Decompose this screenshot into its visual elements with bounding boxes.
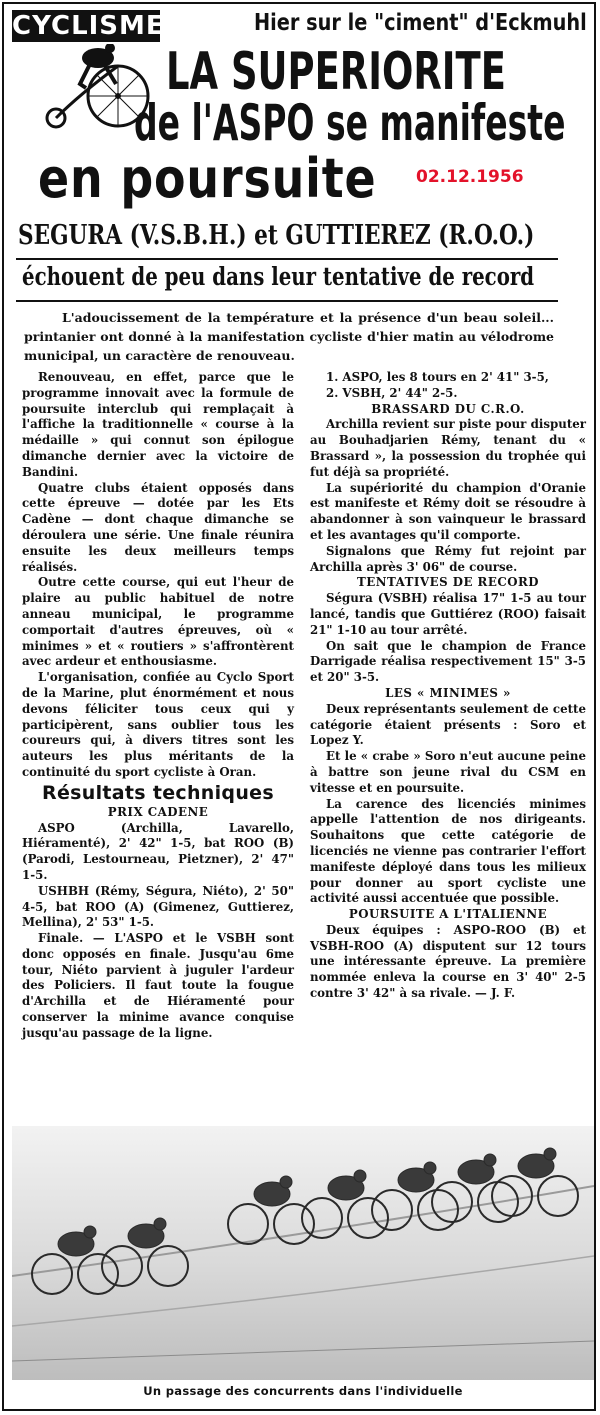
result-line: ASPO (Archilla, Lavarello, Hiéramenté), 2' 42" 1-5, bat ROO (B) (Parodi, Lestourneau, Pietzner), 2' 47" 1-5.: [22, 820, 294, 882]
paragraph: Quatre clubs étaient opposés dans cette épreuve — dotée par les Ets Cadène — dont chaque dimanche se déroulera une série. Une finale réunira ensuite les deux meilleurs temps réalisés.: [22, 480, 294, 574]
result-line: 1. ASPO, les 8 tours en 2' 41" 3-5,: [326, 370, 549, 384]
cyclists-photo-illustration: [12, 1126, 594, 1380]
paragraph: La supériorité du champion d'Oranie est manifeste et Rémy doit se résoudre à abandonner à son vainqueur le brassard et les avantages qu'il comporte.: [310, 480, 586, 542]
minimes-heading: LES « MINIMES »: [385, 685, 511, 700]
race-photo: [12, 1126, 594, 1402]
result-line: 2. VSBH, 2' 44" 2-5.: [326, 385, 458, 400]
prix-cadene-heading: PRIX CADENE: [107, 804, 209, 819]
subheadline-2: échouent de peu dans leur tentative de record: [22, 262, 535, 291]
results-heading: Résultats techniques: [42, 781, 274, 804]
photo-caption: Un passage des concurrents dans l'individuelle: [12, 1380, 594, 1402]
brassard-heading: BRASSARD DU C.R.O.: [371, 401, 525, 416]
section-logo: CYCLISME: [12, 11, 165, 41]
paragraph: Et le « crabe » Soro n'eut aucune peine à battre son jeune rival du CSM en vitesse et en poursuite.: [310, 749, 586, 795]
paragraph: Archilla revient sur piste pour disputer au Bouhadjarien Rémy, tenant du « Brassard », la possession du trophée qui fut déjà sa propriété.: [310, 417, 586, 479]
divider-rule-top: [16, 258, 558, 260]
paragraph: Deux équipes : ASPO-ROO (B) et VSBH-ROO (A) disputent sur 12 tours une intéressante épreuve. La première nommée enleva la course en 3' 40" 2-5 contre 3' 42" à sa rivale. — J. F.: [310, 922, 586, 1001]
lead-paragraph: L'adoucissement de la température et la présence d'un beau soleil... printanier ont donné à la manifestation cycliste d'hier matin au vélodrome municipal, un caractère de renouveau.: [24, 310, 554, 363]
date-stamp: 02.12.1956: [416, 167, 524, 187]
paragraph: La carence des licenciés minimes appelle l'attention de nos dirigeants. Souhaitons que cette catégorie de licenciés ne vienne pas contrarier l'effort manifeste déployé dans tous les milieux pour donner au sport cycliste une activité aussi accentuée que possible.: [310, 796, 586, 906]
paragraph: Signalons que Rémy fut rejoint par Archilla après 3' 06" de course.: [310, 543, 586, 574]
paragraph: Renouveau, en effet, parce que le programme innovait avec la formule de poursuite interclub qui remplaçait à l'affiche la traditionnelle « course à la médaille » qui connut son épilogue dimanche dernier avec la victoire de Bandini.: [22, 370, 294, 479]
kicker-line: Hier sur le "ciment" d'Eckmuhl: [254, 10, 587, 36]
article-header: [4, 4, 596, 234]
newspaper-clipping: [2, 2, 596, 1411]
headline-line-3: en poursuite: [38, 147, 377, 210]
left-column: [22, 370, 294, 1042]
record-heading: TENTATIVES DE RECORD: [356, 575, 540, 590]
headline-line-1: LA SUPERIORITE: [166, 42, 506, 102]
paragraph: Outre cette course, qui eut l'heur de plaire au public habituel de notre anneau municipal, le programme comportait d'autres épreuves, où « minimes » et « routiers » s'affrontèrent avec ardeur et enthousiasme.: [22, 575, 294, 669]
italienne-heading: POURSUITE A L'ITALIENNE: [348, 907, 548, 922]
right-column: [310, 370, 586, 1002]
paragraph: Ségura (VSBH) réalisa 17" 1-5 au tour lancé, tandis que Guttiérez (ROO) faisait 21" 1-10 au tour arrêté.: [310, 591, 586, 637]
paragraph: Deux représentants seulement de cette catégorie étaient présents : Soro et Lopez Y.: [310, 701, 586, 748]
divider-rule-bottom: [16, 300, 558, 302]
subheadline-1: SEGURA (V.S.B.H.) et GUTTIEREZ (R.O.O.): [18, 220, 535, 251]
paragraph: L'organisation, confiée au Cyclo Sport de la Marine, plut énormément et nous devons féliciter tous ceux qui y participèrent, sans oublier tous les coureurs qui, à divers titres sont les auteurs les plus méritants de la continuité du sport cycliste à Oran.: [22, 670, 294, 779]
paragraph: On sait que le champion de France Darrigade réalisa respectivement 15" 3-5 et 20" 3-5.: [310, 638, 586, 685]
headline-line-2: de l'ASPO se manifeste: [134, 94, 566, 152]
paragraph: Finale. — L'ASPO et le VSBH sont donc opposés en finale. Jusqu'au 6me tour, Niéto parvient à juguler l'ardeur des Policiers. Il faut toute la fougue d'Archilla et de Hiéramenté pour conserver la minime avance conquise jusqu'au passage de la ligne.: [22, 931, 294, 1040]
result-line: USHBH (Rémy, Ségura, Niéto), 2' 50" 4-5, bat ROO (A) (Gimenez, Guttierez, Mellina), 2' 53" 1-5.: [22, 883, 294, 930]
